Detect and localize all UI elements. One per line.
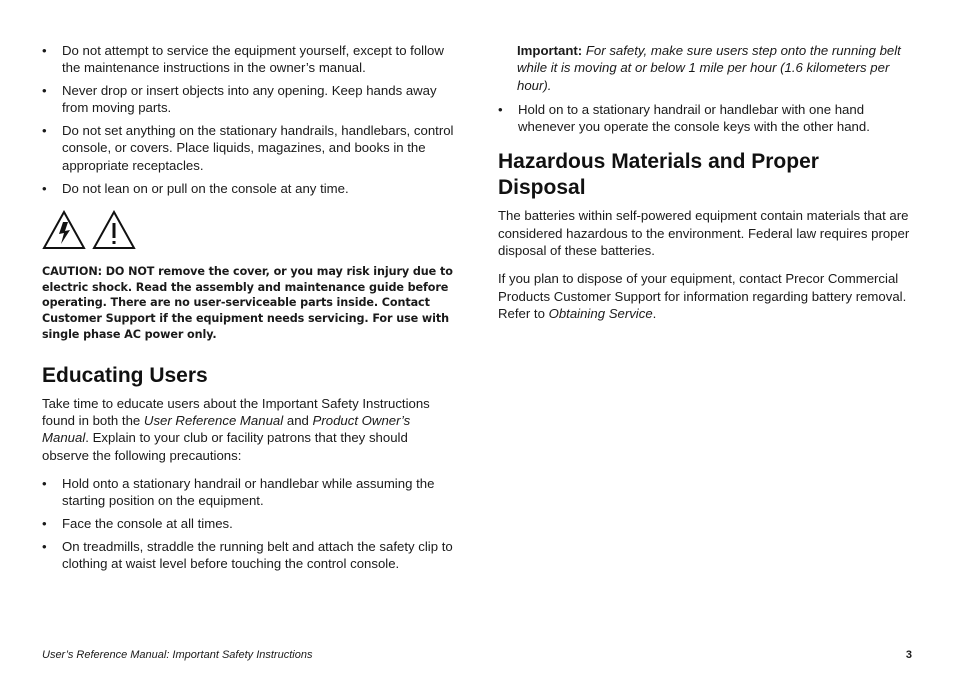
page-footer — [42, 649, 912, 661]
left-column — [42, 42, 458, 578]
list-item: • Hold on to a stationary handrail or handlebar with one hand whenever you operate the console keys with the other hand. — [498, 101, 912, 136]
important-label: Important: — [517, 43, 583, 58]
list-item: • Do not lean on or pull on the console at any time. — [42, 180, 458, 197]
caution-notice: CAUTION: DO NOT remove the cover, or you may risk injury due to electric shock. Read the assembly and maintenance guide before operating. There are no user-serviceable parts inside. Contact Customer Support if the equipment needs servicing. For use with single phase AC power only. — [42, 264, 453, 342]
safety-bullet-list — [42, 42, 458, 197]
precautions-bullet-list — [42, 475, 458, 572]
handrail-bullet-list — [498, 101, 912, 136]
list-item: • Do not attempt to service the equipment yourself, except to follow the maintenance instructions in the owner’s manual. — [42, 42, 458, 77]
obtaining-service-reference: Obtaining Service — [548, 305, 653, 321]
important-note — [498, 42, 912, 94]
educating-paragraph: Take time to educate users about the Important Safety Instructions found in both the User Reference Manual and Product Owner’s Manual. Explain to your club or facility patrons that they should observe the following precautions: — [42, 395, 430, 463]
warning-icons — [42, 210, 458, 250]
list-item: • Hold onto a stationary handrail or handlebar while assuming the starting position on the equipment. — [42, 475, 458, 510]
footer-title: User’s Reference Manual: Important Safety Instructions — [42, 649, 313, 661]
list-item: • Do not set anything on the stationary handrails, handlebars, control console, or covers. Place liquids, magazines, and books in the appropriate receptacles. — [42, 122, 458, 174]
page-number: 3 — [905, 649, 912, 661]
list-item: • Face the console at all times. — [42, 515, 458, 532]
educating-users-heading: Educating Users — [42, 363, 208, 387]
product-owners-manual-title: Product Owner’s Manual — [42, 413, 411, 446]
important-text: For safety, make sure users step onto the running belt while it is moving at or below 1 mile per hour (1.6 kilometers per hour). — [517, 43, 901, 93]
right-column — [498, 42, 912, 333]
hazard-paragraph-2: If you plan to dispose of your equipment, contact Precor Commercial Products Customer Support for information regarding battery removal. Refer to Obtaining Service. — [498, 271, 907, 321]
hazard-paragraph-1: The batteries within self-powered equipment contain materials that are considered hazardous to the environment. Federal law requires proper disposal of these batteries. — [498, 208, 910, 259]
user-reference-manual-title: User Reference Manual — [143, 413, 284, 429]
caution-exclamation-icon — [92, 210, 136, 250]
list-item: • Never drop or insert objects into any opening. Keep hands away from moving parts. — [42, 82, 458, 117]
electric-shock-warning-icon — [42, 210, 86, 250]
hazardous-materials-heading: Hazardous Materials and Proper Disposal — [498, 150, 819, 200]
list-item: • On treadmills, straddle the running belt and attach the safety clip to clothing at waist level before touching the control console. — [42, 538, 458, 573]
